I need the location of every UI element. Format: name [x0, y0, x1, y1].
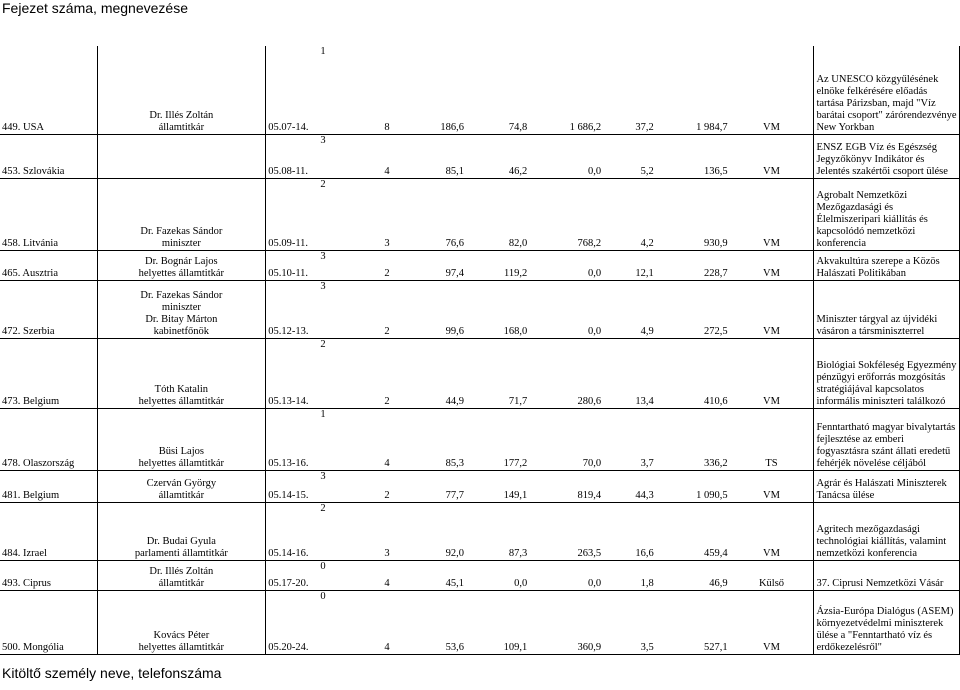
person-cell: [97, 280, 266, 338]
rank-cell: 1: [318, 46, 360, 134]
person-line: Dr. Budai Gyula: [146, 535, 216, 547]
type-cell: VM: [730, 280, 814, 338]
value-cell: 1 090,5: [656, 470, 730, 502]
value-cell: 0,0: [529, 280, 603, 338]
person-cell: [97, 46, 266, 134]
value-cell: 0,0: [529, 134, 603, 178]
value-cell: 177,2: [466, 408, 529, 470]
table-row: [0, 338, 960, 408]
value-cell: 82,0: [466, 178, 529, 250]
value-cell: 1 984,7: [656, 46, 730, 134]
person-line: államtitkár: [158, 489, 205, 501]
value-cell: 5,2: [603, 134, 656, 178]
value-cell: 136,5: [656, 134, 730, 178]
value-cell: 71,7: [466, 338, 529, 408]
rank-cell: 2: [318, 178, 360, 250]
country-cell: 500. Mongólia: [0, 590, 97, 654]
value-cell: 1 686,2: [529, 46, 603, 134]
value-cell: 527,1: [656, 590, 730, 654]
person-cell: [97, 502, 266, 560]
value-cell: 12,1: [603, 250, 656, 280]
value-cell: 46,2: [466, 134, 529, 178]
value-cell: 228,7: [656, 250, 730, 280]
person-line: Kovács Péter: [153, 629, 210, 641]
person-line: államtitkár: [158, 577, 205, 589]
person-cell: [97, 338, 266, 408]
value-cell: 76,6: [413, 178, 466, 250]
days-cell: 4: [361, 560, 414, 590]
value-cell: 119,2: [466, 250, 529, 280]
type-cell: VM: [730, 134, 814, 178]
days-cell: 3: [361, 178, 414, 250]
country-cell: 458. Litvánia: [0, 178, 97, 250]
date-cell: 05.13-16.: [266, 408, 319, 470]
value-cell: 0,0: [529, 250, 603, 280]
date-cell: 05.10-11.: [266, 250, 319, 280]
value-cell: 4,2: [603, 178, 656, 250]
description-cell: Akvakultúra szerepe a Közös Halászati Politikában: [814, 250, 960, 280]
value-cell: 46,9: [656, 560, 730, 590]
value-cell: 44,3: [603, 470, 656, 502]
value-cell: 97,4: [413, 250, 466, 280]
person-cell: [97, 250, 266, 280]
rank-cell: 0: [318, 560, 360, 590]
value-cell: 109,1: [466, 590, 529, 654]
days-cell: 2: [361, 250, 414, 280]
rank-cell: 3: [318, 134, 360, 178]
value-cell: 149,1: [466, 470, 529, 502]
type-cell: VM: [730, 502, 814, 560]
value-cell: 4,9: [603, 280, 656, 338]
value-cell: 0,0: [466, 560, 529, 590]
country-cell: 478. Olaszország: [0, 408, 97, 470]
table-row: [0, 408, 960, 470]
value-cell: 459,4: [656, 502, 730, 560]
days-cell: 2: [361, 338, 414, 408]
value-cell: 77,7: [413, 470, 466, 502]
person-line: Dr. Illés Zoltán: [149, 565, 214, 577]
person-cell: [97, 590, 266, 654]
value-cell: 92,0: [413, 502, 466, 560]
value-cell: 336,2: [656, 408, 730, 470]
date-cell: 05.14-16.: [266, 502, 319, 560]
value-cell: 74,8: [466, 46, 529, 134]
person-line: Czerván György: [146, 477, 217, 489]
days-cell: 4: [361, 590, 414, 654]
person-line: miniszter: [161, 301, 201, 313]
person-line: Dr. Bognár Lajos: [145, 255, 218, 267]
value-cell: 819,4: [529, 470, 603, 502]
person-line: Dr. Bitay Márton: [145, 313, 218, 325]
value-cell: 87,3: [466, 502, 529, 560]
value-cell: 16,6: [603, 502, 656, 560]
rank-cell: 3: [318, 250, 360, 280]
person-line: parlamenti államtitkár: [134, 547, 228, 559]
description-cell: Agrár és Halászati Miniszterek Tanácsa ülése: [814, 470, 960, 502]
date-cell: 05.08-11.: [266, 134, 319, 178]
days-cell: 8: [361, 46, 414, 134]
description-cell: Biológiai Sokféleség Egyezmény pénzügyi erőforrás mozgósítás stratégiájával kapcsolatos informális miniszteri találkozó: [814, 338, 960, 408]
value-cell: 263,5: [529, 502, 603, 560]
date-cell: 05.09-11.: [266, 178, 319, 250]
type-cell: VM: [730, 338, 814, 408]
value-cell: 3,5: [603, 590, 656, 654]
date-cell: 05.17-20.: [266, 560, 319, 590]
country-cell: 465. Ausztria: [0, 250, 97, 280]
type-cell: VM: [730, 590, 814, 654]
country-cell: 453. Szlovákia: [0, 134, 97, 178]
rank-cell: 1: [318, 408, 360, 470]
table-row: [0, 470, 960, 502]
value-cell: 53,6: [413, 590, 466, 654]
value-cell: 768,2: [529, 178, 603, 250]
rank-cell: 2: [318, 502, 360, 560]
description-cell: 37. Ciprusi Nemzetközi Vásár: [814, 560, 960, 590]
value-cell: 1,8: [603, 560, 656, 590]
person-line: helyettes államtitkár: [138, 267, 225, 279]
value-cell: 45,1: [413, 560, 466, 590]
country-cell: 449. USA: [0, 46, 97, 134]
description-cell: Agritech mezőgazdasági technológiai kiállítás, valamint nemzetközi konferencia: [814, 502, 960, 560]
description-cell: Miniszter tárgyal az újvidéki vásáron a társminiszterrel: [814, 280, 960, 338]
table-row: [0, 250, 960, 280]
value-cell: 168,0: [466, 280, 529, 338]
type-cell: TS: [730, 408, 814, 470]
table-row: [0, 280, 960, 338]
table-row: [0, 502, 960, 560]
rank-cell: 0: [318, 590, 360, 654]
country-cell: 472. Szerbia: [0, 280, 97, 338]
date-cell: 05.14-15.: [266, 470, 319, 502]
person-cell: [97, 134, 266, 178]
person-line: helyettes államtitkár: [138, 457, 225, 469]
table-row: [0, 46, 960, 134]
person-cell: [97, 560, 266, 590]
table-row: [0, 134, 960, 178]
value-cell: 70,0: [529, 408, 603, 470]
value-cell: 280,6: [529, 338, 603, 408]
country-cell: 473. Belgium: [0, 338, 97, 408]
person-line: Dr. Fazekas Sándor: [140, 289, 223, 301]
type-cell: VM: [730, 470, 814, 502]
value-cell: 0,0: [529, 560, 603, 590]
person-line: helyettes államtitkár: [138, 641, 225, 653]
person-cell: [97, 178, 266, 250]
days-cell: 4: [361, 408, 414, 470]
rank-cell: 2: [318, 338, 360, 408]
days-cell: 2: [361, 280, 414, 338]
description-cell: Ázsia-Európa Dialógus (ASEM) környezetvédelmi miniszterek ülése a "Fenntartható víz és erdőkezelésről": [814, 590, 960, 654]
days-cell: 3: [361, 502, 414, 560]
value-cell: 3,7: [603, 408, 656, 470]
table-row: [0, 178, 960, 250]
person-cell: [97, 408, 266, 470]
value-cell: 13,4: [603, 338, 656, 408]
type-cell: VM: [730, 250, 814, 280]
description-cell: Az UNESCO közgyűlésének elnöke felkérésére előadás tartása Párizsban, majd "Víz barátai csoport" zárórendezvénye New Yorkban: [814, 46, 960, 134]
person-line: helyettes államtitkár: [138, 395, 225, 407]
description-cell: Fenntartható magyar bivalytartás fejlesztése az emberi fogyasztásra szánt állati eredetű fehérjék növelése céljából: [814, 408, 960, 470]
description-cell: ENSZ EGB Víz és Egészség Jegyzőkönyv Indikátor és Jelentés szakértői csoport ülése: [814, 134, 960, 178]
type-cell: VM: [730, 178, 814, 250]
person-line: Büsi Lajos: [158, 445, 204, 457]
date-cell: 05.12-13.: [266, 280, 319, 338]
chapter-header: Fejezet száma, megnevezése: [2, 0, 188, 16]
value-cell: 410,6: [656, 338, 730, 408]
type-cell: Külső: [730, 560, 814, 590]
person-line: Tóth Katalin: [154, 383, 209, 395]
value-cell: 99,6: [413, 280, 466, 338]
rank-cell: 3: [318, 280, 360, 338]
value-cell: 85,3: [413, 408, 466, 470]
days-cell: 2: [361, 470, 414, 502]
country-cell: 493. Ciprus: [0, 560, 97, 590]
value-cell: 272,5: [656, 280, 730, 338]
value-cell: 186,6: [413, 46, 466, 134]
rank-cell: 3: [318, 470, 360, 502]
person-line: államtitkár: [158, 121, 205, 133]
trip-table: [0, 46, 960, 655]
days-cell: 4: [361, 134, 414, 178]
country-cell: 484. Izrael: [0, 502, 97, 560]
table-row: [0, 590, 960, 654]
value-cell: 85,1: [413, 134, 466, 178]
description-cell: Agrobalt Nemzetközi Mezőgazdasági és Élelmiszeripari kiállítás és kapcsolódó nemzetközi konferencia: [814, 178, 960, 250]
table-row: [0, 560, 960, 590]
person-line: Dr. Fazekas Sándor: [140, 225, 223, 237]
footer-label: Kitöltő személy neve, telefonszáma: [2, 665, 222, 681]
value-cell: 37,2: [603, 46, 656, 134]
date-cell: 05.20-24.: [266, 590, 319, 654]
date-cell: 05.13-14.: [266, 338, 319, 408]
country-cell: 481. Belgium: [0, 470, 97, 502]
value-cell: 44,9: [413, 338, 466, 408]
person-line: miniszter: [161, 237, 201, 249]
date-cell: 05.07-14.: [266, 46, 319, 134]
person-line: Dr. Illés Zoltán: [149, 109, 214, 121]
person-cell: [97, 470, 266, 502]
value-cell: 930,9: [656, 178, 730, 250]
value-cell: 360,9: [529, 590, 603, 654]
type-cell: VM: [730, 46, 814, 134]
person-line: kabinetfőnök: [153, 325, 210, 337]
